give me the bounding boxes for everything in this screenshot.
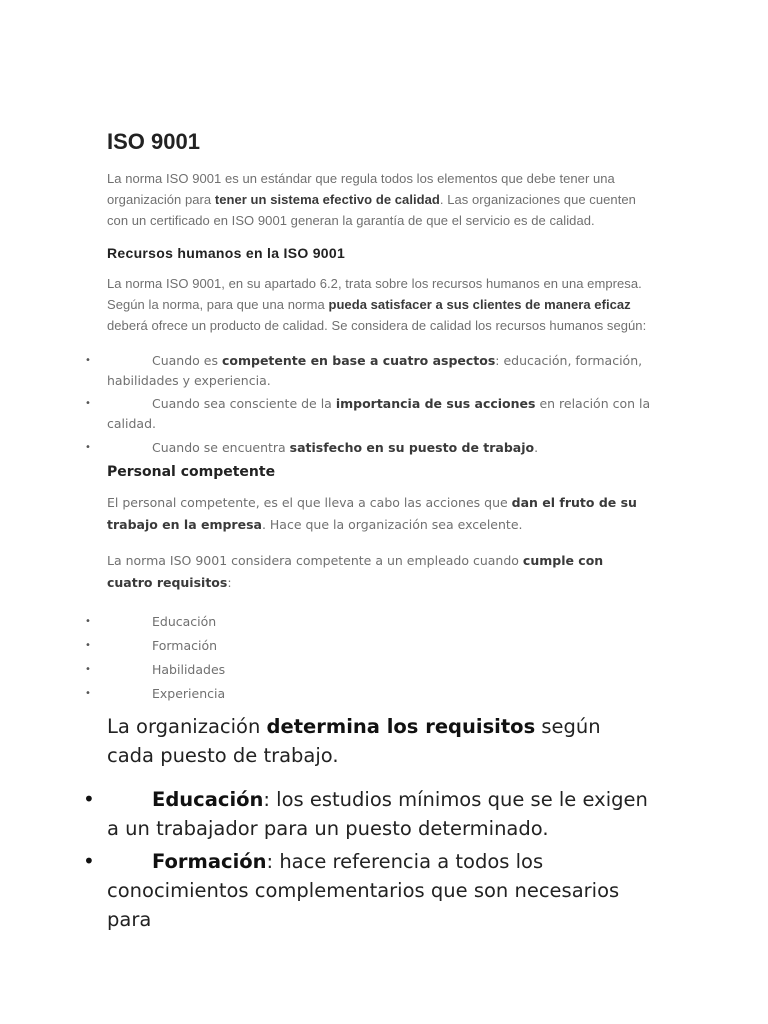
- requirement-definitions-list: [83, 785, 652, 934]
- section-heading-recursos: Recursos humanos en la ISO 9001: [107, 245, 346, 261]
- intro-text-2: . Las organizaciones que cuenten con un certificado en ISO 9001 generan la garantía de que el servicio es de calidad.: [107, 192, 636, 228]
- bullet-icon: •: [85, 664, 91, 675]
- section-heading-personal: Personal competente: [107, 464, 276, 480]
- personal-paragraph-1: El personal competente, es el que lleva a cabo las acciones que dan el fruto de su trabajo en la empresa. Hace que la organización sea excelente.: [107, 495, 637, 532]
- list-item: • Formación: [107, 634, 652, 658]
- list-item: • Educación: [107, 610, 652, 634]
- list-item: • Experiencia: [107, 682, 652, 706]
- bullet-icon: •: [85, 398, 91, 409]
- quality-criteria-list: [85, 351, 652, 458]
- bullet-icon: •: [85, 640, 91, 651]
- list-item: • Cuando se encuentra satisfecho en su puesto de trabajo.: [107, 438, 652, 458]
- bullet-icon: •: [85, 355, 91, 366]
- list-item: • Cuando es competente en base a cuatro aspectos: educación, formación, habilidades y experiencia.: [85, 353, 643, 388]
- requirements-statement: La organización determina los requisitos según cada puesto de trabajo.: [107, 715, 601, 767]
- bullet-icon: •: [85, 442, 91, 453]
- personal-paragraph-2: La norma ISO 9001 considera competente a un empleado cuando cumple con cuatro requisitos:: [107, 553, 604, 590]
- bullet-icon: •: [83, 849, 95, 873]
- list-item: • Cuando sea consciente de la importancia de sus acciones en relación con la calidad.: [85, 396, 651, 431]
- list-item: • Habilidades: [107, 658, 652, 682]
- intro-text-1: La norma ISO 9001 es un estándar que regula todos los elementos que debe tener una organización para: [107, 171, 615, 207]
- recursos-text-1: La norma ISO 9001, en su apartado 6.2, trata sobre los recursos humanos en una empresa. Según la norma, para que una norma: [107, 276, 642, 312]
- bullet-icon: •: [85, 688, 91, 699]
- page-title: ISO 9001: [107, 129, 200, 154]
- intro-paragraph: [107, 168, 652, 231]
- list-item: • Educación: los estudios mínimos que se le exigen a un trabajador para un puesto determinado.: [83, 787, 648, 840]
- list-item: • Formación: hace referencia a todos los conocimientos complementarios que son necesarios para: [83, 849, 620, 931]
- bullet-icon: •: [85, 616, 91, 627]
- recursos-paragraph: [107, 273, 652, 336]
- intro-bold: tener un sistema efectivo de calidad: [214, 192, 440, 207]
- recursos-text-2: deberá ofrece un producto de calidad. Se considera de calidad los recursos humanos según:: [107, 318, 647, 333]
- document-page: [83, 128, 652, 934]
- requirements-list: [85, 610, 652, 706]
- bullet-icon: •: [83, 787, 95, 811]
- recursos-bold: pueda satisfacer a sus clientes de manera eficaz: [328, 297, 631, 312]
